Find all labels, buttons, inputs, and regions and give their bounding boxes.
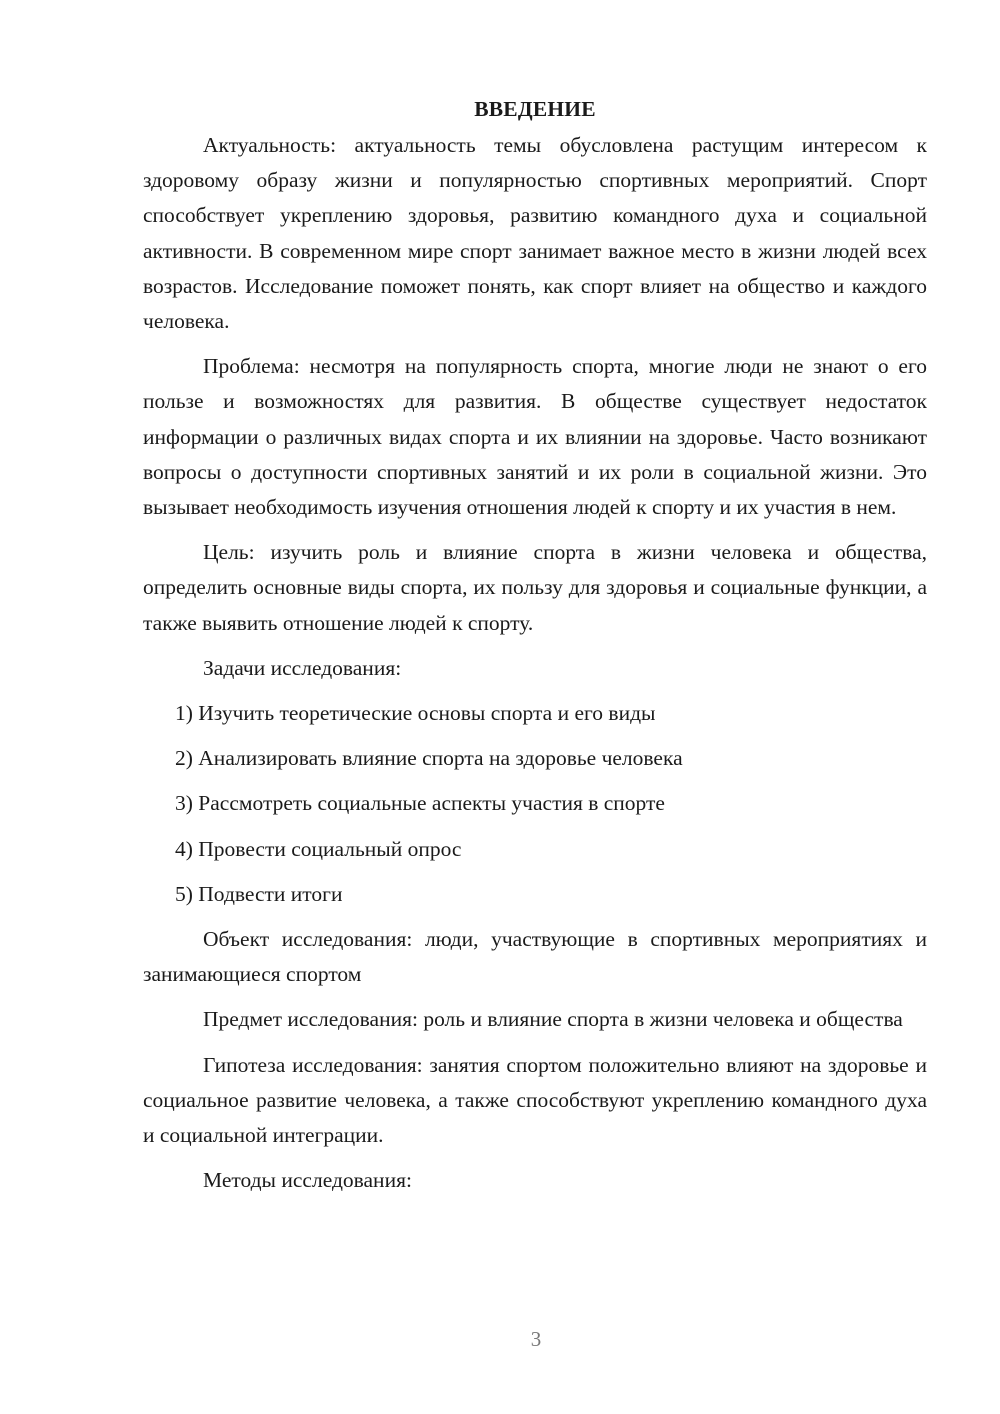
tasks-list xyxy=(143,696,927,912)
paragraph-hypothesis: Гипотеза исследования: занятия спортом положительно влияют на здоровье и социальное развитие человека, а также способствуют укреплению командного духа и социальной интеграции. xyxy=(143,1052,927,1148)
section-title: ВВЕДЕНИЕ xyxy=(474,97,596,121)
paragraph-problem: Проблема: несмотря на популярность спорта, многие люди не знают о его пользе и возможностях для развития. В обществе существует недостаток информации о различных видах спорта и их влиянии на здоровье. Часто возникают вопросы о доступности спортивных занятий и их роли в социальной жизни. Это вызывает необходимость изучения отношения людей к спорту и их участия в нем. xyxy=(143,354,927,520)
page-number: 3 xyxy=(530,1327,542,1351)
methods-heading: Методы исследования: xyxy=(203,1168,412,1193)
paragraph-relevance: Актуальность: актуальность темы обусловлена растущим интересом к здоровому образу жизни и популярностью спортивных мероприятий. Спорт способствует укреплению здоровья, развитию командного духа и социальной активности. В современном мире спорт занимает важное место в жизни людей всех возрастов. Исследование поможет понять, как спорт влияет на общество и каждого человека. xyxy=(143,133,927,334)
tasks-heading: Задачи исследования: xyxy=(203,655,402,680)
list-item: 5) Подвести итоги xyxy=(175,881,343,906)
list-item: 3) Рассмотреть социальные аспекты участия в спорте xyxy=(175,791,665,816)
paragraph-subject: Предмет исследования: роль и влияние спорта в жизни человека и общества xyxy=(203,1007,903,1032)
list-item: 2) Анализировать влияние спорта на здоровье человека xyxy=(175,746,683,771)
list-item: 4) Провести социальный опрос xyxy=(175,836,462,861)
page-content xyxy=(143,92,927,1198)
list-item: 1) Изучить теоретические основы спорта и его виды xyxy=(175,701,656,726)
paragraph-goal: Цель: изучить роль и влияние спорта в жизни человека и общества, определить основные виды спорта, их пользу для здоровья и социальные функции, а также выявить отношение людей к спорту. xyxy=(143,540,927,635)
paragraph-object: Объект исследования: люди, участвующие в спортивных мероприятиях и занимающиеся спортом xyxy=(143,927,927,987)
